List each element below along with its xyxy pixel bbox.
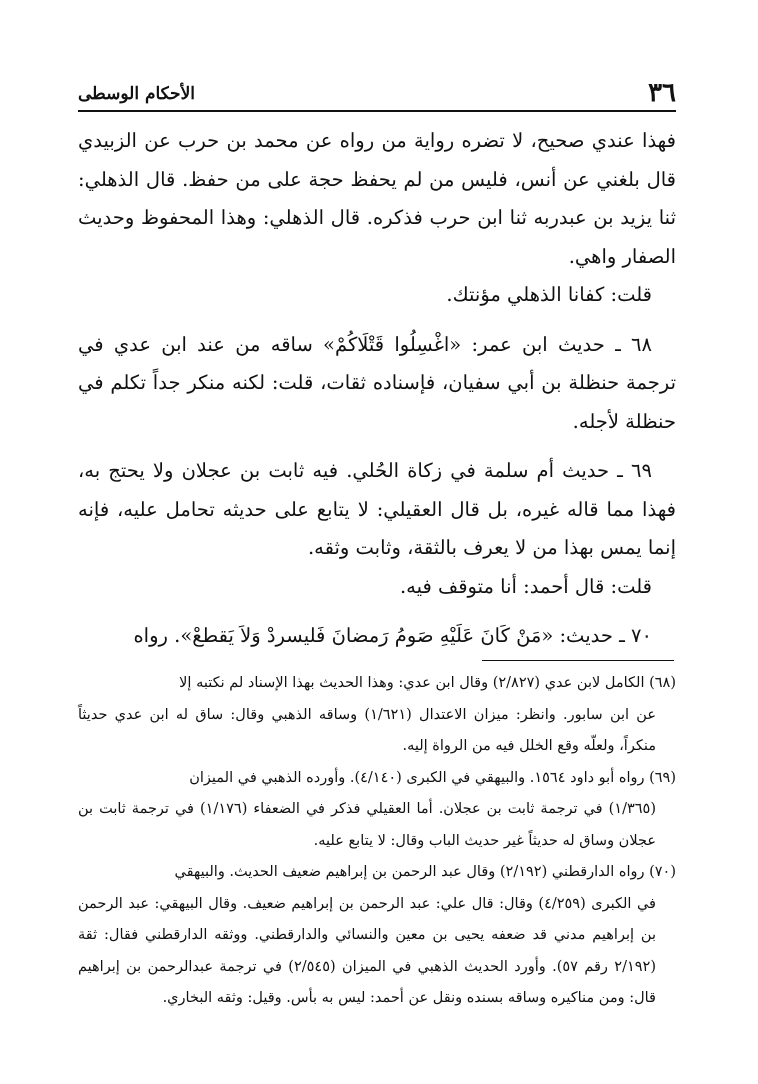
footnote-68-body: عن ابن سابور. وانظر: ميزان الاعتدال (١/٦٢١) وساقه الذهبي وقال: ساق له ابن عدي حديثاً منكراً، ولعلّه وقع الخلل فيه من الرواة إليه. <box>78 706 656 754</box>
paragraph-gap <box>78 606 676 617</box>
paragraph-remark: قلت: قال أحمد: أنا متوقف فيه. <box>399 574 652 598</box>
paragraph-hadith-69: ٦٩ ـ حديث أم سلمة في زكاة الحُلي. فيه ثابت بن عجلان ولا يحتج به، فهذا مما قاله غيره، بل قال العقيلي: لا يتابع على حديثه تحامل عليه، فإنه إنما يمس بهذا من لا يعرف بالثقة، وثابت وثقه. <box>78 459 676 559</box>
paragraph-hadith-68: ٦٨ ـ حديث ابن عمر: «اغْسِلُوا قَتْلَاكُمْ» ساقه من عند ابن عدي في ترجمة حنظلة بن أبي سفيان، فإسناده ثقات، قلت: لكنه منكر جداً تكلم في حنظلة لأجله. <box>78 332 676 433</box>
running-title: الأحكام الوسطى <box>78 84 195 104</box>
footnote-68-first-line: (٦٨) الكامل لابن عدي (٢/٨٢٧) وقال ابن عدي: وهذا الحديث بهذا الإسناد لم نكتبه إلا <box>179 675 676 691</box>
footnote-70-first-line: (٧٠) رواه الدارقطني (٢/١٩٢) وقال عبد الرحمن بن إبراهيم ضعيف الحديث. والبيهقي <box>174 864 676 880</box>
paragraph-remark: قلت: كفانا الذهلي مؤنتك. <box>446 283 652 306</box>
paragraph-hadith-70: ٧٠ ـ حديث: «مَنْ كَانَ عَلَيْهِ صَومُ رَمضانَ فَليسردْ وَلاَ يَقطعْ». رواه <box>133 624 652 647</box>
paragraph-continuation: فهذا عندي صحيح، لا تضره رواية من رواه عن محمد بن حرب عن الزبيدي قال بلغني عن أنس، فليس من لم يحفظ حجة على من حفظ. قال الذهلي: ثنا يزيد بن عبدربه ثنا ابن حرب فذكره. قال الذهلي: وهذا المحفوظ وحديث الصفار واهي. <box>78 129 676 268</box>
paragraph-gap <box>78 315 676 326</box>
footnote-69-body: (١/٣٦٥) في ترجمة ثابت بن عجلان. أما العقيلي فذكر في الضعفاء (١/١٧٦) في ترجمة ثابت بن عجلان وساق له حديثاً غير حديث الباب وقال: لا يتابع عليه. <box>78 801 656 849</box>
footnote-70-body: في الكبرى (٤/٢٥٩) وقال: قال علي: عبد الرحمن بن إبراهيم ضعيف. وقال البيهقي: عبد الرحمن بن إبراهيم مدني قد ضعفه يحيى بن معين والنسائي والدارقطني. ووثقه الدارقطني فقال: ثقة (٢/١٩٢ رقم ٥٧). وأورد الحديث الذهبي في الميزان (٢/٥٤٥) في ترجمة عبدالرحمن بن إبراهيم قال: ومن مناكيره وساقه بسنده ونقل عن أحمد: ليس به بأس. وقيل: وثقه البخاري. <box>78 895 657 1006</box>
footnote-divider <box>482 660 674 661</box>
page-number: ٣٦ <box>648 78 676 108</box>
footnote-69-first-line: (٦٩) رواه أبو داود ١٥٦٤. والبيهقي في الكبرى (٤/١٤٠). وأورده الذهبي في الميزان <box>189 769 676 786</box>
page-header <box>78 72 676 112</box>
footnotes <box>78 668 676 1015</box>
paragraph-gap <box>78 441 676 452</box>
main-text <box>78 122 676 656</box>
